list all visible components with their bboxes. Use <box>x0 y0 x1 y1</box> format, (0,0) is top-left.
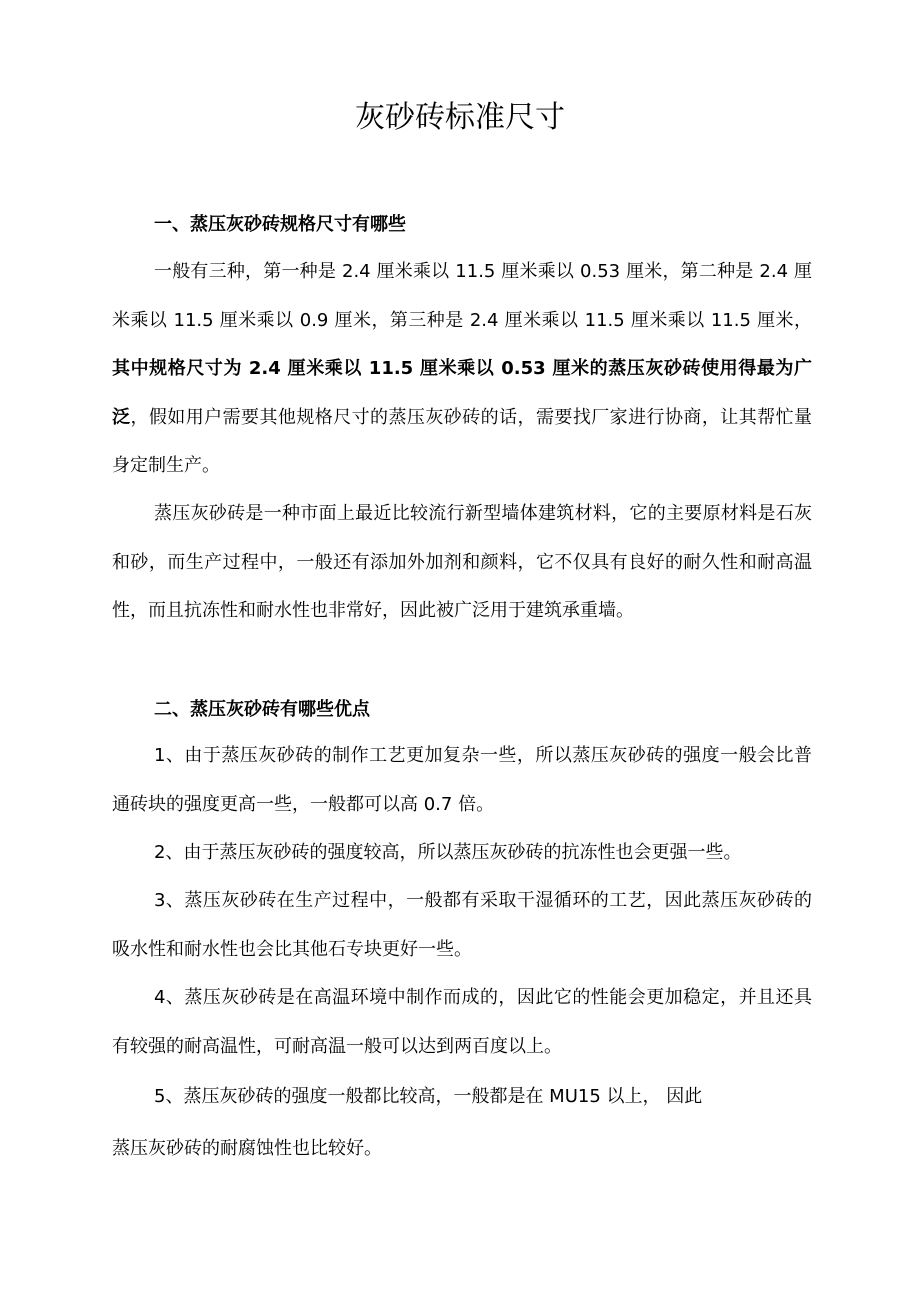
paragraph-lead-text: 一般有三种，第一种是 2.4 厘米乘以 11.5 厘米乘以 0.53 厘米，第二种是 2.4 厘米乘以 11.5 厘米乘以 0.9 厘米，第三种是 2.4 厘米乘以 11.5 厘米乘以 11.5 厘米， <box>112 261 812 331</box>
list-item-advantage-4: 4、蒸压灰砂砖是在高温环境中制作而成的，因此它的性能会更加稳定，并且还具有较强的耐高温性，可耐高温一般可以达到两百度以上。 <box>112 987 812 1057</box>
section-heading-2: 二、蒸压灰砂砖有哪些优点 <box>154 699 370 720</box>
list-item-advantage-5-line-2: 蒸压灰砂砖的耐腐蚀性也比较好。 <box>112 1138 382 1159</box>
list-item-advantage-1: 1、由于蒸压灰砂砖的制作工艺更加复杂一些，所以蒸压灰砂砖的强度一般会比普通砖块的强度更高一些，一般都可以高 0.7 倍。 <box>112 745 812 815</box>
paragraph-description: 蒸压灰砂砖是一种市面上最近比较流行新型墙体建筑材料，它的主要原材料是石灰和砂，而生产过程中，一般还有添加外加剂和颜料，它不仅具有良好的耐久性和耐高温性，而且抗冻性和耐水性也非常好，因此被广泛用于建筑承重墙。 <box>112 503 812 621</box>
paragraph-specifications <box>112 248 812 491</box>
list-item-advantage-5-line-1: 5、蒸压灰砂砖的强度一般都比较高，一般都是在 MU15 以上， 因此 <box>154 1086 703 1107</box>
list-item-advantage-3: 3、蒸压灰砂砖在生产过程中，一般都有采取干湿循环的工艺，因此蒸压灰砂砖的吸水性和耐水性也会比其他石专块更好一些。 <box>112 890 812 960</box>
document-title: 灰砂砖标准尺寸 <box>355 100 565 135</box>
section-heading-1: 一、蒸压灰砂砖规格尺寸有哪些 <box>154 214 406 235</box>
list-item-advantage-2: 2、由于蒸压灰砂砖的强度较高，所以蒸压灰砂砖的抗冻性也会更强一些。 <box>154 842 742 863</box>
paragraph-bold-text: 其中规格尺寸为 2.4 厘米乘以 11.5 厘米乘以 0.53 厘米的蒸压灰砂砖使用得最为广泛 <box>112 358 812 428</box>
paragraph-tail-text: ，假如用户需要其他规格尺寸的蒸压灰砂砖的话，需要找厂家进行协商，让其帮忙量身定制生产。 <box>112 406 813 476</box>
